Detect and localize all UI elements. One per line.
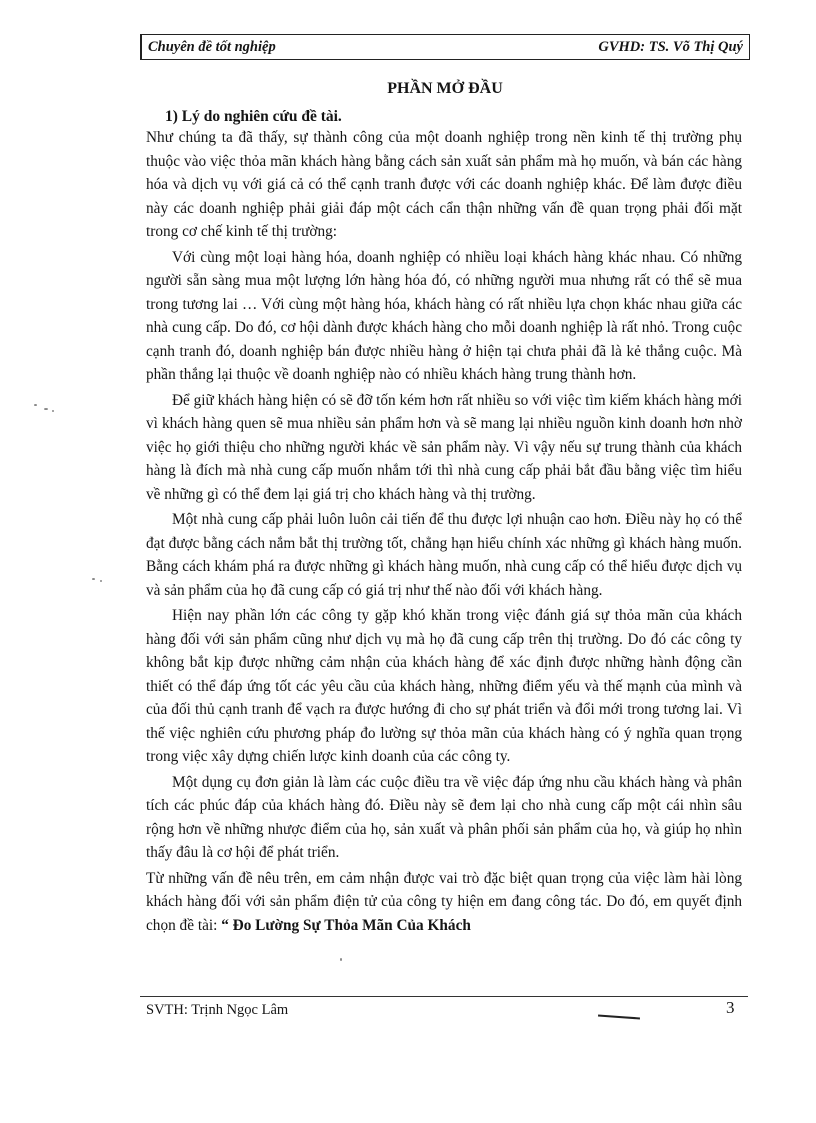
section-heading: 1) Lý do nghiên cứu đề tài. (165, 108, 342, 125)
footer-divider (140, 996, 748, 997)
scan-speck (34, 404, 37, 406)
header-right-text: GVHD: TS. Võ Thị Quý (598, 38, 743, 55)
paragraph-improvement: Một nhà cung cấp phải luôn luôn cải tiến để thu được lợi nhuận cao hơn. Điều này họ có thể đạt được bằng cách nắm bắt thị trường tốt, chẳng hạn hiểu chính xác những gì khách hàng muốn. Bằng cách khám phá ra được những gì khách hàng muốn, nhà cung cấp có thể hiểu được dịch vụ và sản phẩm của họ đã cung cấp có giá trị như thế nào đối với khách hàng. (146, 511, 742, 599)
scan-speck (44, 408, 48, 410)
paragraph-survey: Một dụng cụ đơn giản là làm các cuộc điều tra về việc đáp ứng nhu cầu khách hàng và phân tích các phúc đáp của khách hàng đó. Điều này sẽ đem lại cho nhà cung cấp một cái nhìn sâu rộng hơn về những nhược điểm của họ, sản xuất và phân phối sản phẩm của họ, và giúp họ nhìn thấy đâu là cơ hội để phát triển. (146, 773, 742, 861)
page-title: PHẦN MỞ ĐẦU (387, 80, 503, 97)
scan-speck (92, 578, 95, 580)
pen-mark (598, 1015, 640, 1020)
footer-author: SVTH: Trịnh Ngọc Lâm (146, 1002, 289, 1018)
paragraph-difficulty: Hiện nay phần lớn các công ty gặp khó khăn trong việc đánh giá sự thỏa mãn của khách hàng đối với sản phẩm cũng như dịch vụ mà họ đã cung cấp trên thị trường. Do đó các công ty không bắt kịp được những cảm nhận của khách hàng để xác định được những hành động cần thiết có thể đáp ứng tốt các yêu cầu của khách hàng, những điểm yếu và thế mạnh của mình và của đối thủ cạnh tranh để vạch ra được hướng đi cho sự phát triển và đổi mới trong tương lai. Vì thế việc nghiên cứu phương pháp đo lường sự thỏa mãn của khách hàng có ý nghĩa quan trọng trong việc xây dựng chiến lược kinh doanh của các công ty. (146, 607, 742, 765)
body-text (146, 126, 742, 939)
scan-speck (100, 580, 102, 582)
paragraph-topic (146, 867, 742, 938)
scan-speck (52, 410, 54, 412)
paragraph-retention: Để giữ khách hàng hiện có sẽ đỡ tốn kém hơn rất nhiều so với việc tìm kiếm khách hàng mới vì khách hàng quen sẽ mua nhiều sản phẩm hơn và sẽ mang lại nhiều nguồn kinh doanh hơn nhờ việc họ giới thiệu cho những người khác về sản phẩm này. Vì vậy nếu sự trung thành của khách hàng là đích mà nhà cung cấp muốn nhắm tới thì nhà cung cấp phải bắt đầu bằng việc tìm hiểu về những gì có thể đem lại giá trị cho khách hàng và thị trường. (146, 391, 742, 503)
paragraph-topic-text: Từ những vấn đề nêu trên, em cảm nhận được vai trò đặc biệt quan trọng của việc làm hài lòng khách hàng đối với sản phẩm điện tử của công ty hiện em đang công tác. Do đó, em quyết định chọn đề tài: (146, 869, 742, 934)
page-header (140, 34, 750, 60)
paragraph-intro: Như chúng ta đã thấy, sự thành công của một doanh nghiệp trong nền kinh tế thị trường phụ thuộc vào việc thỏa mãn khách hàng bằng cách sản xuất sản phẩm mà họ muốn, và bán các hàng hóa và dịch vụ với giá cả có thể cạnh tranh được với các doanh nghiệp khác. Để làm được điều này các doanh nghiệp phải giải đáp một cách cẩn thận những vấn đề quan trọng phải đối mặt trong cơ chế kinh tế thị trường: (146, 129, 742, 240)
scan-speck (340, 958, 342, 961)
header-left-text: Chuyên đề tốt nghiệp (148, 38, 276, 55)
paragraph-customers: Với cùng một loại hàng hóa, doanh nghiệp có nhiều loại khách hàng khác nhau. Có những người sẵn sàng mua một lượng lớn hàng hóa đó, có những người mua nhưng rất có thể sẽ mua trong tương lai … Với cùng một hàng hóa, khách hàng có rất nhiều lựa chọn khác nhau giữa các nhà cung cấp. Do đó, cơ hội dành được khách hàng cho mỗi doanh nghiệp là rất nhỏ. Trong cuộc cạnh tranh đó, doanh nghiệp bán được nhiều hàng ở hiện tại chưa phải đã là kẻ thắng cuộc. Mà phần thắng lại thuộc về doanh nghiệp nào có nhiều khách hàng trung thành hơn. (146, 248, 742, 383)
page-number: 3 (726, 998, 735, 1017)
topic-title-emphasis: “ Đo Lường Sự Thỏa Mãn Của Khách (221, 916, 471, 934)
